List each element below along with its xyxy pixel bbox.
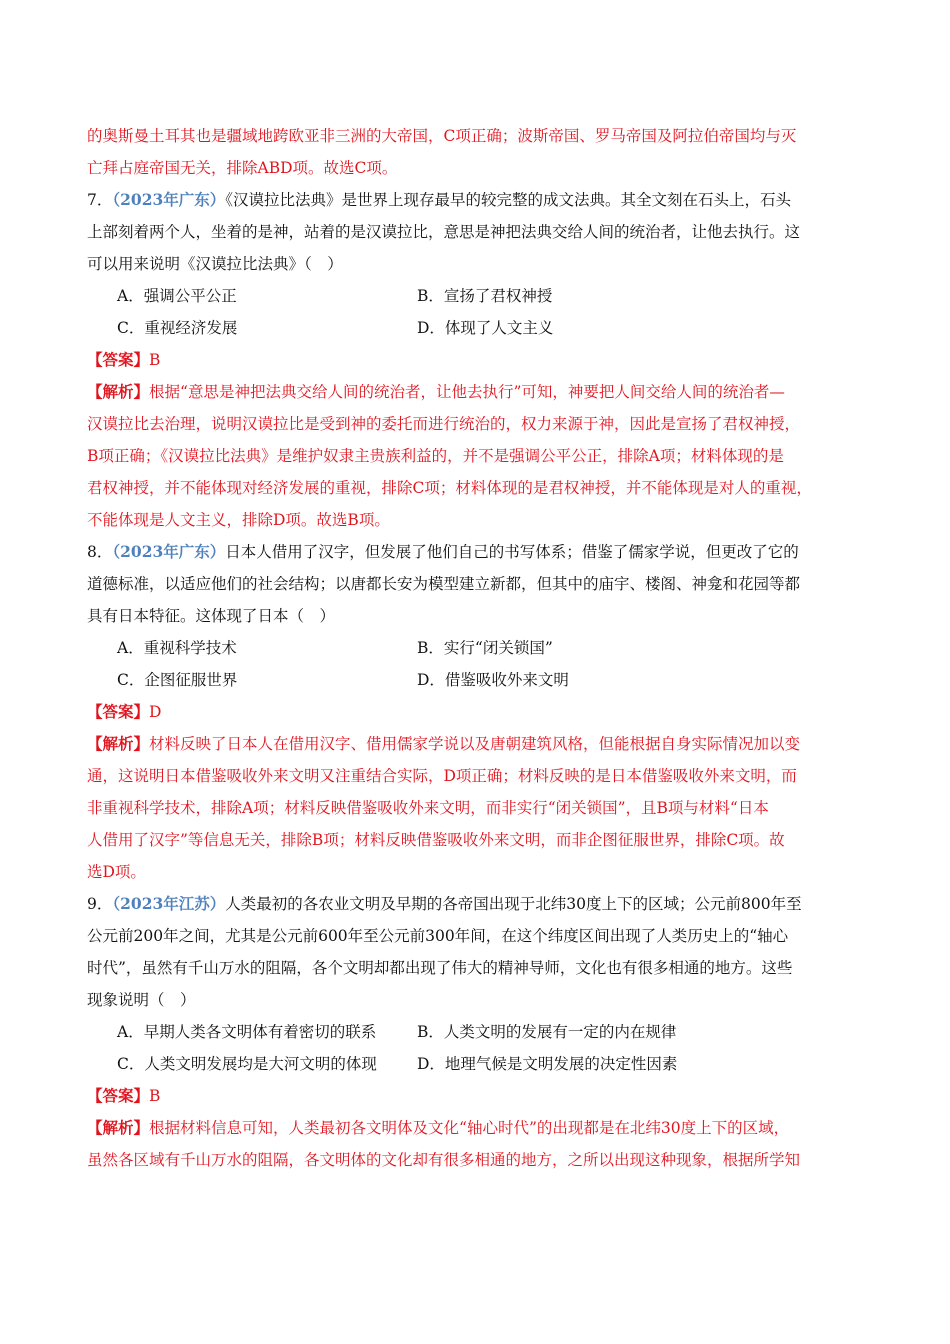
source-tag: （2023年广东） (112, 190, 226, 209)
answer-value: D (149, 703, 162, 721)
option-c: C．企图征服世界 (117, 671, 238, 689)
option-d: D．体现了人文主义 (417, 319, 554, 337)
analysis-line: 【解析】材料反映了日本人在借用汉字、借用儒家学说以及唐朝建筑风格，但能根据自身实际情况加以变 (87, 734, 801, 753)
option-a: A．强调公平公正 (117, 287, 237, 305)
analysis-line: 不能体现是人文主义，排除D项。故选B项。 (87, 511, 390, 529)
question-stem-line: 公元前200年之间，尤其是公元前600年至公元前300年间，在这个纬度区间出现了人类历史上的“轴心 (87, 927, 789, 945)
analysis-line: 非重视科学技术，排除A项；材料反映借鉴吸收外来文明，而非实行“闭关锁国”，且B项与材料“日本 (87, 799, 769, 817)
source-tag: （2023年江苏） (112, 894, 226, 913)
question-7 (87, 184, 867, 536)
analysis-line: 选D项。 (87, 863, 146, 881)
question-stem-line: 7．（2023年广东）《汉谟拉比法典》是世界上现存最早的较完整的成文法典。其全文刻在石头上，石头 (87, 190, 792, 209)
options-row (87, 1016, 867, 1048)
answer-line: 【答案】D (87, 702, 162, 721)
question-stem-line: 9．（2023年江苏）人类最初的各农业文明及早期的各帝国出现于北纬30度上下的区域；公元前800年至 (87, 894, 802, 913)
analysis-line: 人借用了汉字”等信息无关，排除B项；材料反映借鉴吸收外来文明，而非企图征服世界，排除C项。故 (87, 831, 785, 849)
question-number: 9． (87, 895, 113, 913)
analysis-line: 汉谟拉比去治理，说明汉谟拉比是受到神的委托而进行统治的，权力来源于神，因此是宣扬了君权神授， (87, 415, 801, 433)
options-row (87, 312, 867, 344)
options-row (87, 632, 867, 664)
answer-line: 【答案】B (87, 1086, 161, 1105)
option-c: C．重视经济发展 (117, 319, 238, 337)
analysis-line: 虽然各区域有千山万水的阻隔，各文明体的文化却有很多相通的地方，之所以出现这种现象，根据所学知 (87, 1151, 801, 1169)
option-d: D．借鉴吸收外来文明 (417, 671, 569, 689)
source-tag: （2023年广东） (112, 542, 226, 561)
options-row (87, 280, 867, 312)
option-b: B．人类文明的发展有一定的内在规律 (417, 1023, 677, 1041)
question-number: 8． (87, 543, 113, 561)
prev-analysis-line: 亡拜占庭帝国无关，排除ABD项。故选C项。 (87, 159, 398, 177)
option-b: B．实行“闭关锁国” (417, 639, 553, 657)
question-stem-line: 上部刻着两个人，坐着的是神，站着的是汉谟拉比，意思是神把法典交给人间的统治者，让他去执行。这 (87, 223, 801, 241)
question-stem-line: 道德标准，以适应他们的社会结构；以唐都长安为模型建立新都，但其中的庙宇、楼阁、神龛和花园等都 (87, 575, 801, 593)
analysis-line: 【解析】根据“意思是神把法典交给人间的统治者，让他去执行”可知，神要把人间交给人间的统治者— (87, 382, 785, 401)
question-stem-line: 可以用来说明《汉谟拉比法典》（ ） (87, 255, 343, 273)
option-b: B．宣扬了君权神授 (417, 287, 553, 305)
option-a: A．早期人类各文明体有着密切的联系 (117, 1023, 377, 1041)
analysis-line: 【解析】根据材料信息可知，人类最初各文明体及文化“轴心时代”的出现都是在北纬30度上下的区域， (87, 1118, 790, 1137)
option-d: D．地理气候是文明发展的决定性因素 (417, 1055, 678, 1073)
option-c: C．人类文明发展均是大河文明的体现 (117, 1055, 377, 1073)
question-stem-line: 时代”，虽然有千山万水的阻隔，各个文明却都出现了伟大的精神导师，文化也有很多相通的地方。这些 (87, 959, 793, 977)
answer-value: B (149, 1087, 161, 1105)
answer-line: 【答案】B (87, 350, 161, 369)
analysis-line: 君权神授，并不能体现对经济发展的重视，排除C项；材料体现的是君权神授，并不能体现是对人的重视， (87, 479, 812, 497)
analysis-line: B项正确；《汉谟拉比法典》是维护奴隶主贵族利益的，并不是强调公平公正，排除A项；材料体现的是 (87, 447, 784, 465)
document-page (87, 120, 867, 1176)
analysis-line: 通，这说明日本借鉴吸收外来文明又注重结合实际，D项正确；材料反映的是日本借鉴吸收外来文明，而 (87, 767, 797, 785)
options-row (87, 664, 867, 696)
answer-value: B (149, 351, 161, 369)
question-stem-line: 具有日本特征。这体现了日本（ ） (87, 607, 336, 625)
question-number: 7． (87, 191, 113, 209)
question-8 (87, 536, 867, 888)
option-a: A．重视科学技术 (117, 639, 237, 657)
question-stem-line: 8．（2023年广东）日本人借用了汉字，但发展了他们自己的书写体系；借鉴了儒家学说，但更改了它的 (87, 542, 799, 561)
question-9 (87, 888, 867, 1176)
question-stem-line: 现象说明（ ） (87, 991, 196, 1009)
prev-analysis-line: 的奥斯曼土耳其也是疆域地跨欧亚非三洲的大帝国，C项正确；波斯帝国、罗马帝国及阿拉伯帝国均与灭 (87, 127, 797, 145)
options-row (87, 1048, 867, 1080)
